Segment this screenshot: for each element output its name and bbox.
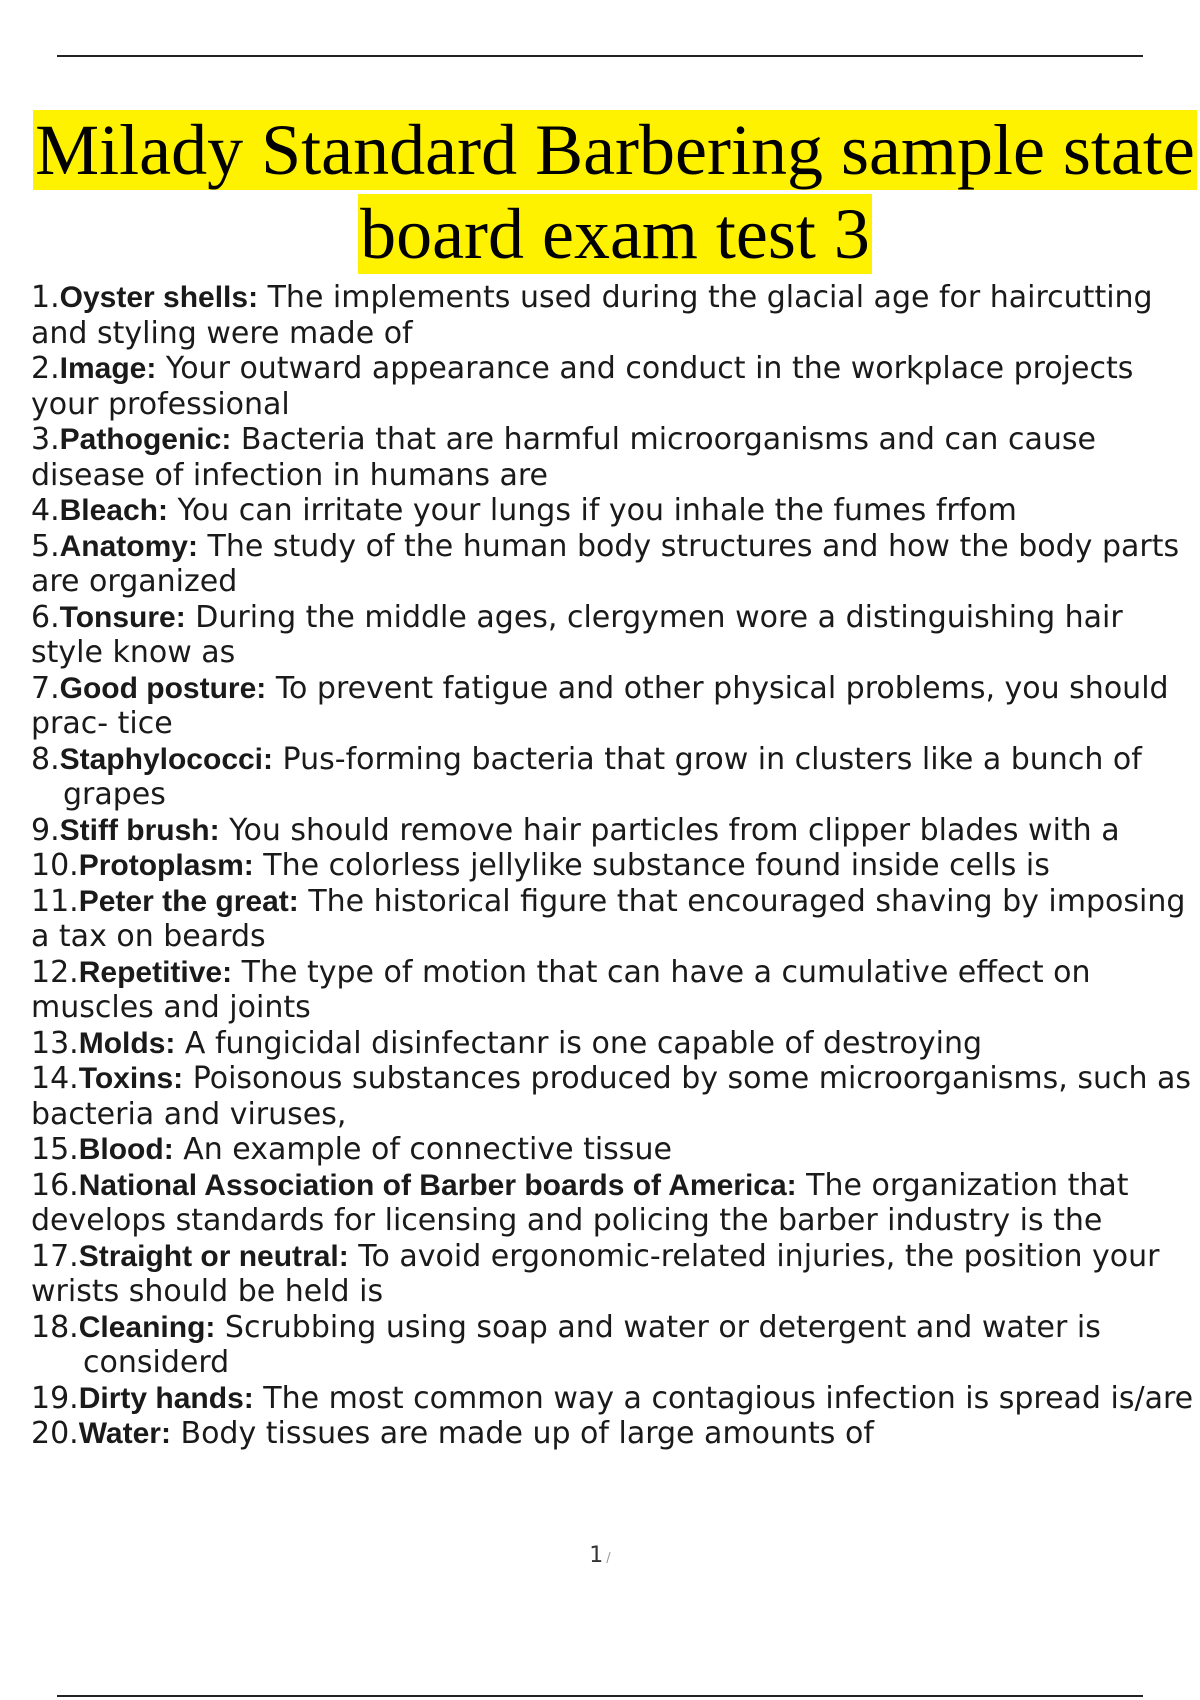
list-item [31,493,1196,529]
list-item [31,1239,1196,1310]
item-term: National Association of Barber boards of America: [78,1168,797,1202]
item-text: To avoid ergonomic-related injuries, the position your wrists should be held is [31,1238,1160,1309]
list-item [31,1061,1196,1132]
item-number: 13. [31,1025,79,1061]
item-number: 7. [31,670,60,706]
item-term: Dirty hands: [78,1381,254,1415]
list-item [31,600,1196,671]
item-text: An example of connective tissue [173,1132,672,1167]
title-line-2: board exam test 3 [360,194,870,274]
item-number: 17. [31,1238,79,1274]
item-text: The most common way a contagious infection is spread is/are [253,1380,1194,1416]
item-term: Repetitive: [78,955,233,989]
list-item [31,1168,1196,1239]
list-item [31,884,1196,955]
list-item [31,742,1196,813]
list-item [31,955,1196,1026]
item-term: Peter the great: [78,884,299,918]
item-term: Good posture: [59,671,267,705]
item-term: Bleach: [59,494,168,527]
item-text: Poisonous substances produced by some microorganisms, such as bacteria and viruses, [31,1061,1192,1132]
list-item [31,1026,1196,1062]
list-item [31,280,1196,351]
item-text: The implements used during the glacial age for haircutting and styling were made of [31,280,1153,351]
item-text: The type of motion that can have a cumulative effect on muscles and joints [31,954,1091,1025]
item-number: 4. [31,493,60,528]
page-title [30,108,1200,276]
item-number: 2. [31,351,60,386]
item-number: 18. [31,1309,79,1345]
item-term: Cleaning: [78,1310,216,1344]
item-number: 8. [31,741,60,777]
item-number: 14. [31,1061,79,1096]
page-separator: / [606,1551,611,1566]
item-term: Straight or neutral: [78,1239,349,1273]
list-item [31,1416,1196,1452]
item-number: 10. [31,848,79,883]
item-term: Tonsure: [59,600,186,634]
item-term: Oyster shells: [59,281,259,314]
item-text: Bacteria that are harmful microorganisms and can cause disease of infection in humans are [31,422,1096,493]
page-number-value: 1 [589,1543,604,1568]
item-term: Blood: [78,1133,174,1166]
item-term: Toxins: [78,1062,184,1095]
question-list [31,280,1196,1452]
item-number: 1. [31,280,60,315]
list-item [31,351,1196,422]
list-item [31,1310,1196,1381]
top-rule [57,55,1143,57]
list-item [31,529,1196,600]
item-text: Scrubbing using soap and water or detergent and water is considerd [83,1309,1101,1380]
item-number: 11. [31,883,79,919]
item-term: Anatomy: [59,529,198,563]
item-number: 15. [31,1132,79,1167]
item-text: You can irritate your lungs if you inhale the fumes frfom [168,493,1017,528]
item-number: 20. [31,1416,79,1451]
title-line-1: Milady Standard Barbering sample state [35,110,1195,190]
item-text: The organization that develops standards for licensing and policing the barber industry is the [31,1167,1129,1238]
item-term: Water: [78,1417,171,1450]
item-text: You should remove hair particles from clipper blades with a [219,812,1120,848]
item-number: 16. [31,1167,79,1203]
page-number [0,1543,1200,1568]
item-text: Body tissues are made up of large amounts of [170,1416,874,1451]
item-number: 19. [31,1380,79,1416]
item-term: Molds: [78,1026,176,1060]
item-term: Pathogenic: [59,423,232,456]
item-number: 3. [31,422,60,457]
item-text: Pus-forming bacteria that grow in clusters like a bunch of grapes [63,741,1142,812]
list-item [31,1132,1196,1168]
item-text: To prevent fatigue and other physical problems, you should prac- tice [31,670,1169,741]
list-item [31,422,1196,493]
item-text: A fungicidal disinfectanr is one capable of destroying [175,1025,983,1061]
item-text: The colorless jellylike substance found inside cells is [253,848,1050,883]
item-term: Staphylococci: [59,742,274,776]
list-item [31,671,1196,742]
list-item [31,848,1196,884]
item-number: 9. [31,812,60,848]
item-number: 5. [31,528,60,564]
bottom-rule [57,1695,1143,1697]
list-item [31,1381,1196,1417]
item-text: Your outward appearance and conduct in the workplace projects your professional [31,351,1134,422]
item-text: During the middle ages, clergymen wore a distinguishing hair style know as [31,599,1123,670]
item-text: The study of the human body structures and how the body parts are organized [31,528,1180,599]
item-number: 6. [31,599,60,635]
item-term: Protoplasm: [78,849,254,882]
item-number: 12. [31,954,79,990]
item-term: Stiff brush: [59,813,220,847]
list-item [31,813,1196,849]
item-term: Image: [59,352,157,385]
item-text: The historical figure that encouraged shaving by imposing a tax on beards [31,883,1186,954]
